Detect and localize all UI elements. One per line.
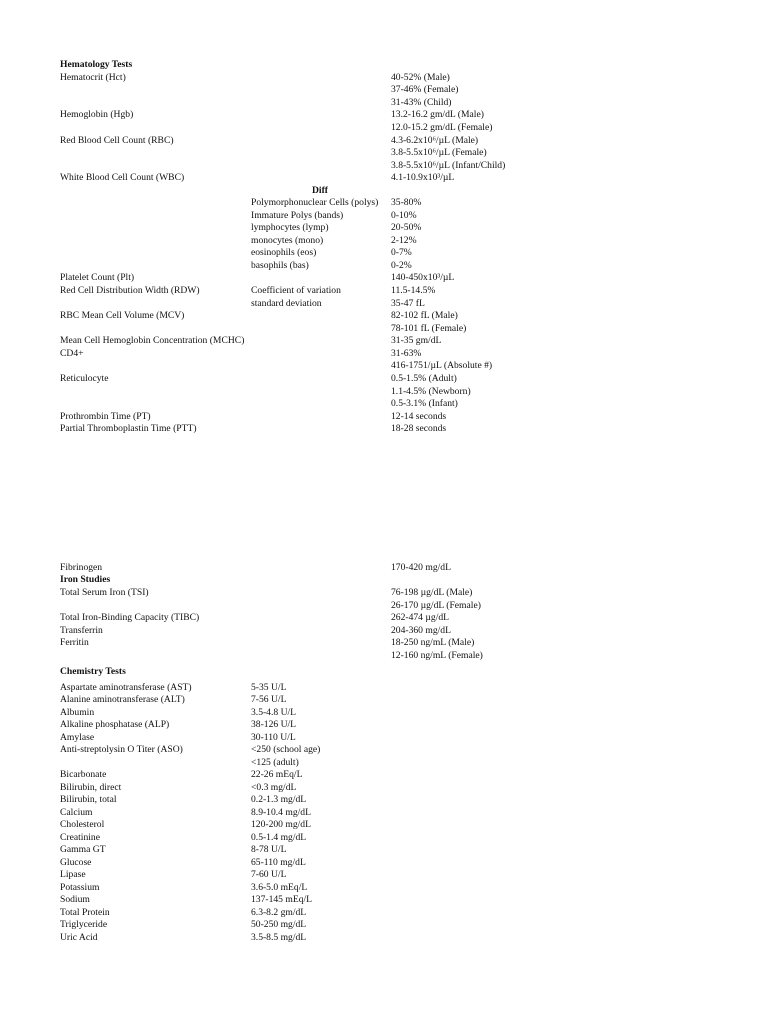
chem-value: 30-110 U/L (251, 732, 296, 743)
chem-value: 6.3-8.2 gm/dL (251, 907, 307, 918)
test-value-rbc-male: 4.3-6.2x10⁶/µL (Male) (391, 135, 479, 146)
test-value-rdw-cv: 11.5-14.5% (391, 285, 436, 296)
chem-name: Cholesterol (60, 819, 105, 830)
test-value-ferritin-female: 12-160 ng/mL (Female) (391, 650, 483, 661)
chem-value: 7-60 U/L (251, 869, 287, 880)
chem-name: Albumin (60, 707, 95, 718)
test-name-hct: Hematocrit (Hct) (60, 72, 126, 83)
test-name-cd4: CD4+ (60, 348, 84, 359)
diff-item-value: 20-50% (391, 222, 422, 233)
chem-name: Aspartate aminotransferase (AST) (60, 682, 192, 693)
test-value-hct-female: 37-46% (Female) (391, 84, 459, 95)
test-value-cd4-abs: 416-1751/µL (Absolute #) (391, 360, 493, 371)
chem-value: 0.2-1.3 mg/dL (251, 794, 307, 805)
chem-name: Glucose (60, 857, 92, 868)
test-value-retic-adult: 0.5-1.5% (Adult) (391, 373, 457, 384)
rdw-sub-cv: Coefficient of variation (251, 285, 341, 296)
diff-item-name: lymphocytes (lymp) (251, 222, 329, 233)
rdw-sub-sd: standard deviation (251, 298, 322, 309)
chem-name: Amylase (60, 732, 95, 743)
iron-heading: Iron Studies (60, 574, 111, 585)
test-name-pt: Prothrombin Time (PT) (60, 411, 151, 422)
chem-value: 8-78 U/L (251, 844, 287, 855)
test-value-hgb-male: 13.2-16.2 gm/dL (Male) (391, 109, 484, 120)
test-name-rbc: Red Blood Cell Count (RBC) (60, 135, 174, 146)
chem-name: Anti-streptolysin O Titer (ASO) (60, 744, 183, 755)
test-value-ferritin-male: 18-250 ng/mL (Male) (391, 637, 475, 648)
test-name-mcv: RBC Mean Cell Volume (MCV) (60, 310, 185, 321)
test-value-retic-newborn: 1.1-4.5% (Newborn) (391, 386, 471, 397)
test-name-wbc: White Blood Cell Count (WBC) (60, 172, 185, 183)
chem-name: Bilirubin, direct (60, 782, 122, 793)
diff-item-value: 0-7% (391, 247, 412, 258)
chem-value: 120-200 mg/dL (251, 819, 311, 830)
chem-value: 5-35 U/L (251, 682, 287, 693)
chem-name: Total Protein (60, 907, 110, 918)
diff-item-value: 0-10% (391, 210, 417, 221)
diff-item-value: 0-2% (391, 260, 412, 271)
test-name-retic: Reticulocyte (60, 373, 109, 384)
chem-value: 3.6-5.0 mEq/L (251, 882, 308, 893)
chem-value: 38-126 U/L (251, 719, 297, 730)
chem-value: 8.9-10.4 mg/dL (251, 807, 311, 818)
chem-name: Sodium (60, 894, 90, 905)
test-value-transferrin: 204-360 mg/dL (391, 625, 451, 636)
chem-name: Lipase (60, 869, 86, 880)
test-value-hgb-female: 12.0-15.2 gm/dL (Female) (391, 122, 493, 133)
test-value-rbc-child: 3.8-5.5x10⁶/µL (Infant/Child) (391, 160, 506, 171)
diff-item-value: 2-12% (391, 235, 417, 246)
chem-name: Uric Acid (60, 932, 98, 943)
diff-heading: Diff (312, 185, 328, 196)
test-name-transferrin: Transferrin (60, 625, 103, 636)
test-value-retic-infant: 0.5-3.1% (Infant) (391, 398, 458, 409)
test-value-ptt: 18-28 seconds (391, 423, 447, 434)
diff-item-name: monocytes (mono) (251, 235, 324, 246)
chem-name: Creatinine (60, 832, 100, 843)
chem-value: <250 (school age) (251, 744, 321, 755)
test-name-fibrinogen: Fibrinogen (60, 562, 103, 573)
test-name-rdw: Red Cell Distribution Width (RDW) (60, 285, 200, 296)
test-value-plt: 140-450x10³/µL (391, 272, 455, 283)
test-name-mchc: Mean Cell Hemoglobin Concentration (MCHC) (60, 335, 245, 346)
chem-name: Bicarbonate (60, 769, 107, 780)
chem-value: <0.3 mg/dL (251, 782, 297, 793)
test-value-hct-child: 31-43% (Child) (391, 97, 452, 108)
test-value-pt: 12-14 seconds (391, 411, 447, 422)
test-value-hct-male: 40-52% (Male) (391, 72, 450, 83)
test-name-tibc: Total Iron-Binding Capacity (TIBC) (60, 612, 200, 623)
chem-value: 50-250 mg/dL (251, 919, 307, 930)
diff-item-name: basophils (bas) (251, 260, 309, 271)
test-value-tibc: 262-474 µg/dL (391, 612, 450, 623)
chem-name: Bilirubin, total (60, 794, 117, 805)
test-value-tsi-female: 26-170 µg/dL (Female) (391, 600, 481, 611)
chem-value: 7-56 U/L (251, 694, 287, 705)
test-name-ferritin: Ferritin (60, 637, 89, 648)
test-name-ptt: Partial Thromboplastin Time (PTT) (60, 423, 197, 434)
chem-value: 3.5-4.8 U/L (251, 707, 297, 718)
chem-name: Alanine aminotransferase (ALT) (60, 694, 185, 705)
chem-value: 65-110 mg/dL (251, 857, 306, 868)
chem-value: 3.5-8.5 mg/dL (251, 932, 307, 943)
chem-value: 137-145 mEq/L (251, 894, 313, 905)
chem-name: Potassium (60, 882, 100, 893)
test-value-fibrinogen: 170-420 mg/dL (391, 562, 451, 573)
test-value-wbc: 4.1-10.9x10³/µL (391, 172, 455, 183)
diff-item-value: 35-80% (391, 197, 422, 208)
test-value-mcv-female: 78-101 fL (Female) (391, 323, 467, 334)
test-name-plt: Platelet Count (Plt) (60, 272, 135, 283)
test-value-tsi-male: 76-198 µg/dL (Male) (391, 587, 473, 598)
chem-name: Calcium (60, 807, 93, 818)
chemistry-heading: Chemistry Tests (60, 666, 126, 677)
test-value-mchc: 31-35 gm/dL (391, 335, 442, 346)
test-value-rbc-female: 3.8-5.5x10⁶/µL (Female) (391, 147, 487, 158)
hematology-heading: Hematology Tests (60, 59, 133, 70)
chem-value: <125 (adult) (251, 757, 299, 768)
test-name-tsi: Total Serum Iron (TSI) (60, 587, 149, 598)
test-value-rdw-sd: 35-47 fL (391, 298, 425, 309)
chem-value: 22-26 mEq/L (251, 769, 303, 780)
diff-item-name: Immature Polys (bands) (251, 210, 344, 221)
test-value-mcv-male: 82-102 fL (Male) (391, 310, 458, 321)
diff-item-name: Polymorphonuclear Cells (polys) (251, 197, 379, 208)
chem-name: Alkaline phosphatase (ALP) (60, 719, 170, 730)
chem-value: 0.5-1.4 mg/dL (251, 832, 307, 843)
test-name-hgb: Hemoglobin (Hgb) (60, 109, 134, 120)
chem-name: Triglyceride (60, 919, 108, 930)
test-value-cd4-pct: 31-63% (391, 348, 422, 359)
diff-item-name: eosinophils (eos) (251, 247, 317, 258)
chem-name: Gamma GT (60, 844, 106, 855)
